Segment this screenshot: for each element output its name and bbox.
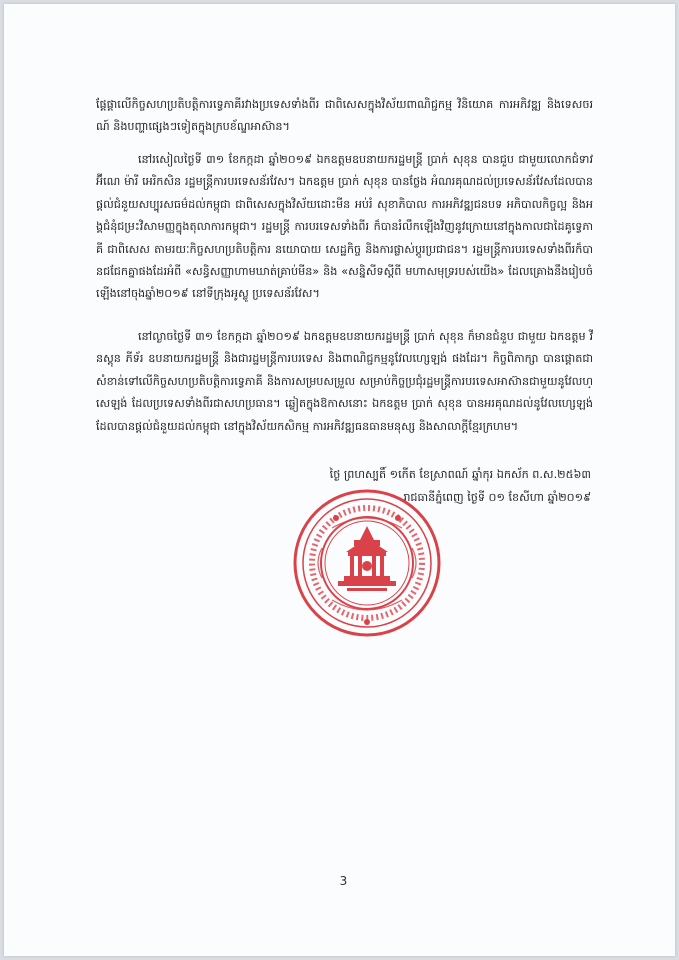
ministry-seal-icon — [292, 488, 442, 638]
paragraph-1: ផ្តែផ្តាលើកិច្ចសហប្រតិបត្តិការទ្វេភាគីរវាងប្រទេសទាំងពីរ ជាពិសេសក្នុងវិស័យពាណិជ្ជកម្ម វិនិយោគ ការអភិវឌ្ឍ និងទេសចរណ៍ និងបញ្ហាផ្សេងៗទៀតក្នុងក្របខ័ណ្ឌអាស៊ាន។ — [96, 98, 593, 134]
date-solar: រាជធានីភ្នំពេញ ថ្ងៃទី ០១ ខែសីហា ឆ្នាំ២០១៩ — [403, 491, 591, 504]
document-page — [4, 4, 675, 956]
page-number: 3 — [339, 874, 348, 888]
paragraph-3: នៅល្ងាចថ្ងៃទី ៣១ ខែកក្កដា ឆ្នាំ២០១៩ ឯកឧត្តមឧបនាយករដ្ឋមន្ត្រី ប្រាក់ សុខុន ក៏មានជំនួប ជាមួយ ឯកឧត្តម វីនស្តុន ភីទ័រ ឧបនាយករដ្ឋមន្ត្រី និងជារដ្ឋមន្ត្រីការបរទេស និងពាណិជ្ជកម្មនូវែលហ្សេឡង់ ផងដែរ។ កិច្ចពិភាក្សា បានផ្តោតជាសំខាន់ទៅលើកិច្ចសហប្រតិបត្តិការទ្វេភាគី និងការសម្របសម្រួល សម្រាប់កិច្ចប្រជុំរដ្ឋមន្ត្រីការបរទេសអាស៊ានជាមួយនូវែលហ្សេឡង់ ដែលប្រទេសទាំងពីរជាសហប្រធាន។ ឆ្លៀតក្នុងឱកាសនោះ ឯកឧត្តម ប្រាក់ សុខុន បានអរគុណដល់នូវែលហ្សេឡង់ ដែលបានផ្តល់ជំនួយដល់កម្ពុជា នៅក្នុងវិស័យកសិកម្ម ការអភិវឌ្ឍធនធានមនុស្ស និងសាលាក្តីខ្មែរក្រហម។ — [96, 330, 593, 433]
date-lunar: ថ្ងៃ ព្រហស្បតិ៍ ១កើត ខែស្រាពណ៍ ឆ្នាំកុរ ឯកស័ក ព.ស.២៥៦៣ — [329, 468, 591, 481]
paragraph-2: នៅរសៀលថ្ងៃទី ៣១ ខែកក្កដា ឆ្នាំ២០១៩ ឯកឧត្តមឧបនាយករដ្ឋមន្ត្រី ប្រាក់ សុខុន បានជួប ជាមួយលោកជំទាវ អ៊ីណេ ម៉ារី អេរិកសិន រដ្ឋមន្ត្រីការបរទេសន័រវែស។ ឯកឧត្តម ប្រាក់ សុខុន បានថ្លែង អំណរគុណដល់ប្រទេសន័រវែសដែលបានផ្តល់ជំនួយសប្បុរសធម៌ដល់កម្ពុជា ជាពិសេសក្នុងវិស័យដោះមីន អប់រំ សុខាភិបាល ការអភិវឌ្ឍជនបទ អភិបាលកិច្ចល្អ និងអង្គជំនុំជម្រះវិសាមញ្ញក្នុងតុលាការកម្ពុជា។ រដ្ឋមន្ត្រី ការបរទេសទាំងពីរ ក៏បានរំលឹកឡើងវិញនូវក្រោយនៅក្នុងកាលជាដៃគូទ្វេភាគី ជាពិសេស តាមរយៈកិច្ចសហប្រតិបត្តិការ នយោបាយ សេដ្ឋកិច្ច និងការផ្លាស់ប្តូរប្រជាជន។ រដ្ឋមន្ត្រីការបរទេសទាំងពីរក៏បានជជែកគ្នាផងដែរអំពី «សន្ធិសញ្ញាហាមឃាត់គ្រាប់មីន» និង «សន្និសីទស្តីពី មហាសមុទ្ររបស់យើង» ដែលគ្រោងនឹងរៀបចំ ឡើងនៅចុងឆ្នាំ២០១៩ នៅទីក្រុងអូស្លូ ប្រទេសន័រវែស។ — [96, 153, 593, 301]
